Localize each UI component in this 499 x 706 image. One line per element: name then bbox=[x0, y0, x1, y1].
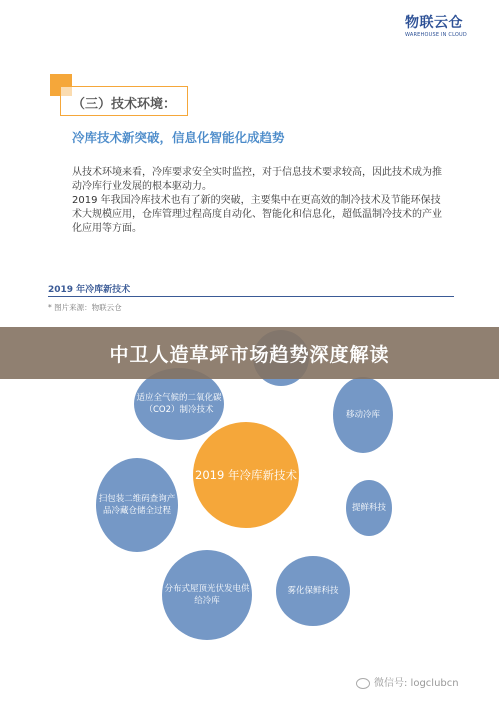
diagram-node-mist: 雾化保鲜科技 bbox=[276, 556, 350, 626]
diagram-node-scan: 扫包装二维码查询产品冷藏仓储全过程 bbox=[96, 458, 178, 552]
headline-banner bbox=[0, 327, 499, 379]
diagram-node-co2: 适应全气候的二氧化碳（CO2）制冷技术 bbox=[134, 368, 224, 440]
brand-logo bbox=[405, 10, 487, 44]
figure-divider bbox=[48, 296, 454, 297]
diagram-node-solar: 分布式屋顶光伏发电供给冷库 bbox=[162, 550, 252, 640]
banner-title: 中卫人造草坪市场趋势深度解读 bbox=[109, 344, 390, 366]
wechat-watermark bbox=[356, 674, 459, 689]
logo-name: 物联云仓 bbox=[405, 15, 463, 31]
figure-caption: 2019 年冷库新技术 bbox=[48, 285, 131, 295]
diagram-node-mobile: 移动冷库 bbox=[333, 377, 393, 453]
logo-tagline: WAREHOUSE IN CLOUD bbox=[405, 32, 467, 38]
figure-source: * 图片来源：物联云仓 bbox=[48, 303, 122, 312]
diagram-node-fresh: 提鲜科技 bbox=[346, 480, 392, 536]
wechat-id: 微信号: logclubcn bbox=[374, 678, 459, 689]
wechat-icon bbox=[356, 678, 370, 689]
diagram-center-node: 2019 年冷库新技术 bbox=[193, 422, 299, 528]
section-title: （三）技术环境： bbox=[72, 97, 177, 112]
paragraph-2: 2019 年我国冷库技术也有了新的突破，主要集中在更高效的制冷技术及节能环保技术大规模应用，仓库管理过程高度自动化、智能化和信息化，超低温制冷技术的产业化应用等方面。 bbox=[72, 195, 442, 234]
section-subtitle: 冷库技术新突破，信息化智能化成趋势 bbox=[72, 130, 285, 145]
paragraph-1: 从技术环境来看，冷库要求安全实时监控，对于信息技术要求较高，因此技术成为推动冷库行业发展的根本驱动力。 bbox=[72, 167, 442, 192]
